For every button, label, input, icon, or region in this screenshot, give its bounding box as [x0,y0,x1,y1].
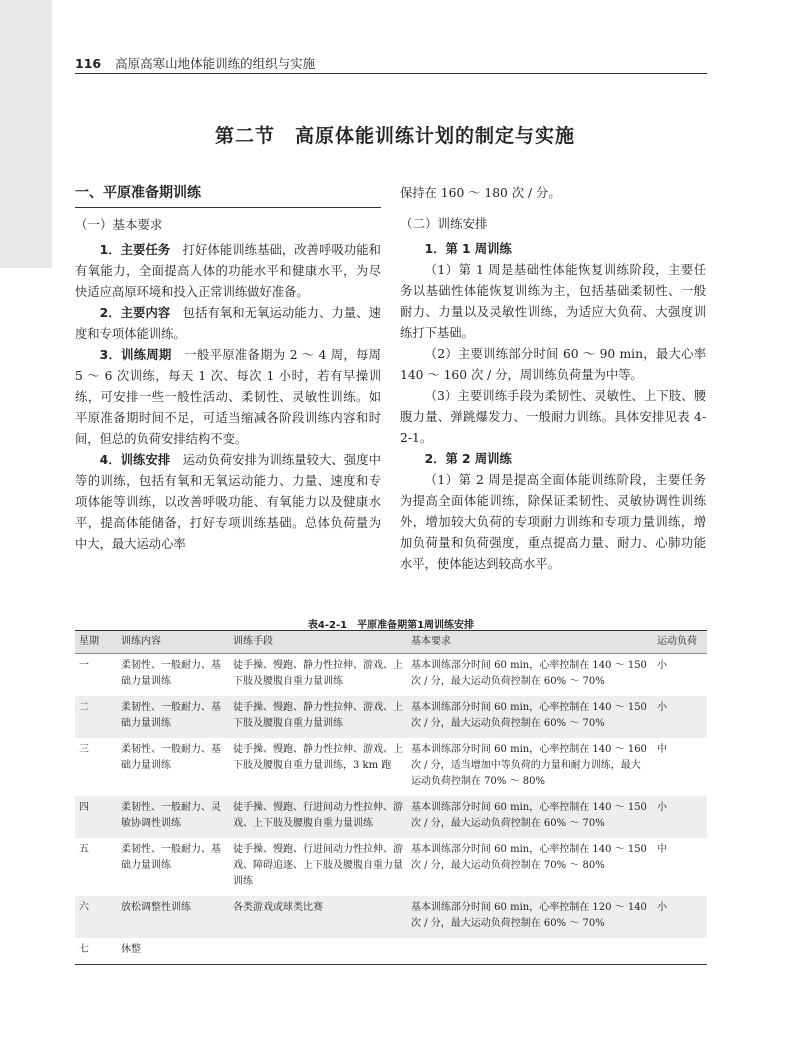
cell-requirements [407,938,653,965]
table-row [75,696,707,738]
cell-requirements: 基本训练部分时间 60 min，心率控制在 140 ～ 160 次 / 分，适当增加中等负荷的力量和耐力训练，最大运动负荷控制在 70% ～ 80% [411,744,647,787]
cell-content: 柔韧性、一般耐力、基础力量训练 [121,744,221,771]
cell-day: 六 [75,896,117,938]
part-heading: 一、平原准备期训练 [75,185,201,201]
table-row [75,938,707,965]
cell-requirements: 基本训练部分时间 60 min，心率控制在 140 ～ 150 次 / 分，最大运动负荷控制在 60% ～ 70% [407,796,653,838]
header-rule [75,73,707,74]
table-row [75,738,707,796]
cell-content: 休整 [117,938,229,965]
table-caption: 表4-2-1 平原准备期第1周训练安排 [307,620,475,631]
cell-content: 柔韧性、一般耐力、灵敏协调性训练 [117,796,229,838]
cell-means: 徒手操、慢跑、静力性拉伸、游戏、上下肢及腰腹自重力量训练 [233,660,403,687]
cell-load [653,938,707,965]
requirement-cycle: 3．训练周期 一般平原准备期为 2 ～ 4 周，每周 5 ～ 6 次训练，每天 1 次、每次 1 小时，若有早操训练，可安排一些一般性活动、柔韧性、灵敏性训练。如平原准备期时间不足，可适当缩减各阶段训练内容和时间，但总的负荷安排结构不变。 [75,348,381,446]
cell-day: 七 [75,938,117,965]
requirement-arrangement: 4．训练安排 运动负荷安排为训练量较大、强度中等的训练，包括有氧和无氧运动能力、力量、速度和专项体能等训练，以改善呼吸功能、有氧能力以及健康水平，提高体能储备，打好专项训练基础。总体负荷量为中大，最大运动心率 [75,453,381,551]
right-column [400,183,706,575]
cell-content: 放松调整性训练 [117,896,229,938]
col-header-day: 星期 [75,631,117,654]
table-row [75,796,707,838]
week1-para-3: （3）主要训练手段为柔韧性、灵敏性、上下肢、腰腹力量、弹跳爆发力、一般耐力训练。具体安排见表 4-2-1。 [400,389,706,445]
cell-means: 徒手操、慢跑、静力性拉伸、游戏、上下肢及腰腹自重力量训练 [229,696,407,738]
cell-load: 小 [657,660,667,671]
running-header [75,54,707,72]
cell-load: 中 [657,844,667,855]
col-header-content: 训练内容 [117,631,229,654]
cell-day: 三 [79,744,89,755]
cell-requirements: 基本训练部分时间 60 min，心率控制在 140 ～ 150 次 / 分，最大运动负荷控制在 60% ～ 70% [411,660,647,687]
cell-load: 小 [653,696,707,738]
cell-means [229,938,407,965]
table-row [75,896,707,938]
cell-content: 柔韧性、一般耐力、基础力量训练 [121,660,221,687]
week1-heading: 1．第 1 周训练 [424,242,512,256]
cell-requirements: 基本训练部分时间 60 min，心率控制在 140 ～ 150 次 / 分，最大运动负荷控制在 70% ～ 80% [411,844,647,871]
cell-requirements: 基本训练部分时间 60 min，心率控制在 120 ～ 140 次 / 分，最大运动负荷控制在 60% ～ 70% [407,896,653,938]
cell-content: 柔韧性、一般耐力、基础力量训练 [121,844,221,871]
basic-requirements-heading: （一）基本要求 [75,217,163,232]
cell-content: 柔韧性、一般耐力、基础力量训练 [117,696,229,738]
col-header-load: 运动负荷 [653,631,707,654]
cell-means: 徒手操、慢跑、行进间动力性拉伸、游戏、障碍追逐、上下肢及腰腹自重力量训练 [233,844,403,887]
cell-load: 小 [653,896,707,938]
table-row [75,838,707,896]
cell-means: 徒手操、慢跑、静力性拉伸、游戏、上下肢及腰腹自重力量训练，3 km 跑 [233,744,403,771]
table-row [75,654,707,697]
arrangement-heading: （二）训练安排 [400,216,488,231]
week2-para-1: （1）第 2 周是提高全面体能训练阶段，主要任务为提高全面体能训练，除保证柔韧性、灵敏协调性训练外，增加较大负荷的专项耐力训练和专项力量训练，增加负荷量和负荷强度，重点提高力量、耐力、心肺功能水平，使体能达到较高水平。 [400,473,706,571]
cell-day: 五 [79,844,89,855]
cell-means: 各类游戏或球类比赛 [229,896,407,938]
section-title: 第二节 高原体能训练计划的制定与实施 [214,125,575,147]
continuation-text: 保持在 160 ～ 180 次 / 分。 [400,186,561,200]
cell-day: 一 [79,660,89,671]
cell-requirements: 基本训练部分时间 60 min，心率控制在 140 ～ 150 次 / 分，最大运动负荷控制在 60% ～ 70% [407,696,653,738]
requirement-content: 2．主要内容 包括有氧和无氧运动能力、力量、速度和专项体能训练。 [75,306,381,341]
part-heading-rule [75,207,381,208]
book-title: 高原高寒山地体能训练的组织与实施 [115,56,316,71]
cell-day: 二 [75,696,117,738]
training-plan-table [75,630,707,965]
cell-load: 中 [657,744,667,755]
col-header-requirements: 基本要求 [407,631,653,654]
week1-para-2: （2）主要训练部分时间 60 ～ 90 min，最大心率 140 ～ 160 次 / 分，周训练负荷量为中等。 [400,347,706,382]
page-number: 116 [75,56,102,71]
col-header-means: 训练手段 [229,631,407,654]
cell-day: 四 [75,796,117,838]
week2-heading: 2．第 2 周训练 [424,452,512,466]
cell-means: 徒手操、慢跑、行进间动力性拉伸、游戏、上下肢及腰腹自重力量训练 [229,796,407,838]
table-header-row [75,631,707,654]
left-column [75,183,381,555]
week1-para-1: （1）第 1 周是基础性体能恢复训练阶段，主要任务以基础性体能恢复训练为主，包括基础柔韧性、一般耐力、力量以及灵敏性训练，为适应大负荷、大强度训练打下基础。 [400,263,706,340]
requirement-task: 1．主要任务 打好体能训练基础，改善呼吸功能和有氧能力，全面提高人体的功能水平和健康水平，为尽快适应高原环境和投入正常训练做好准备。 [75,243,381,299]
cell-load: 小 [653,796,707,838]
